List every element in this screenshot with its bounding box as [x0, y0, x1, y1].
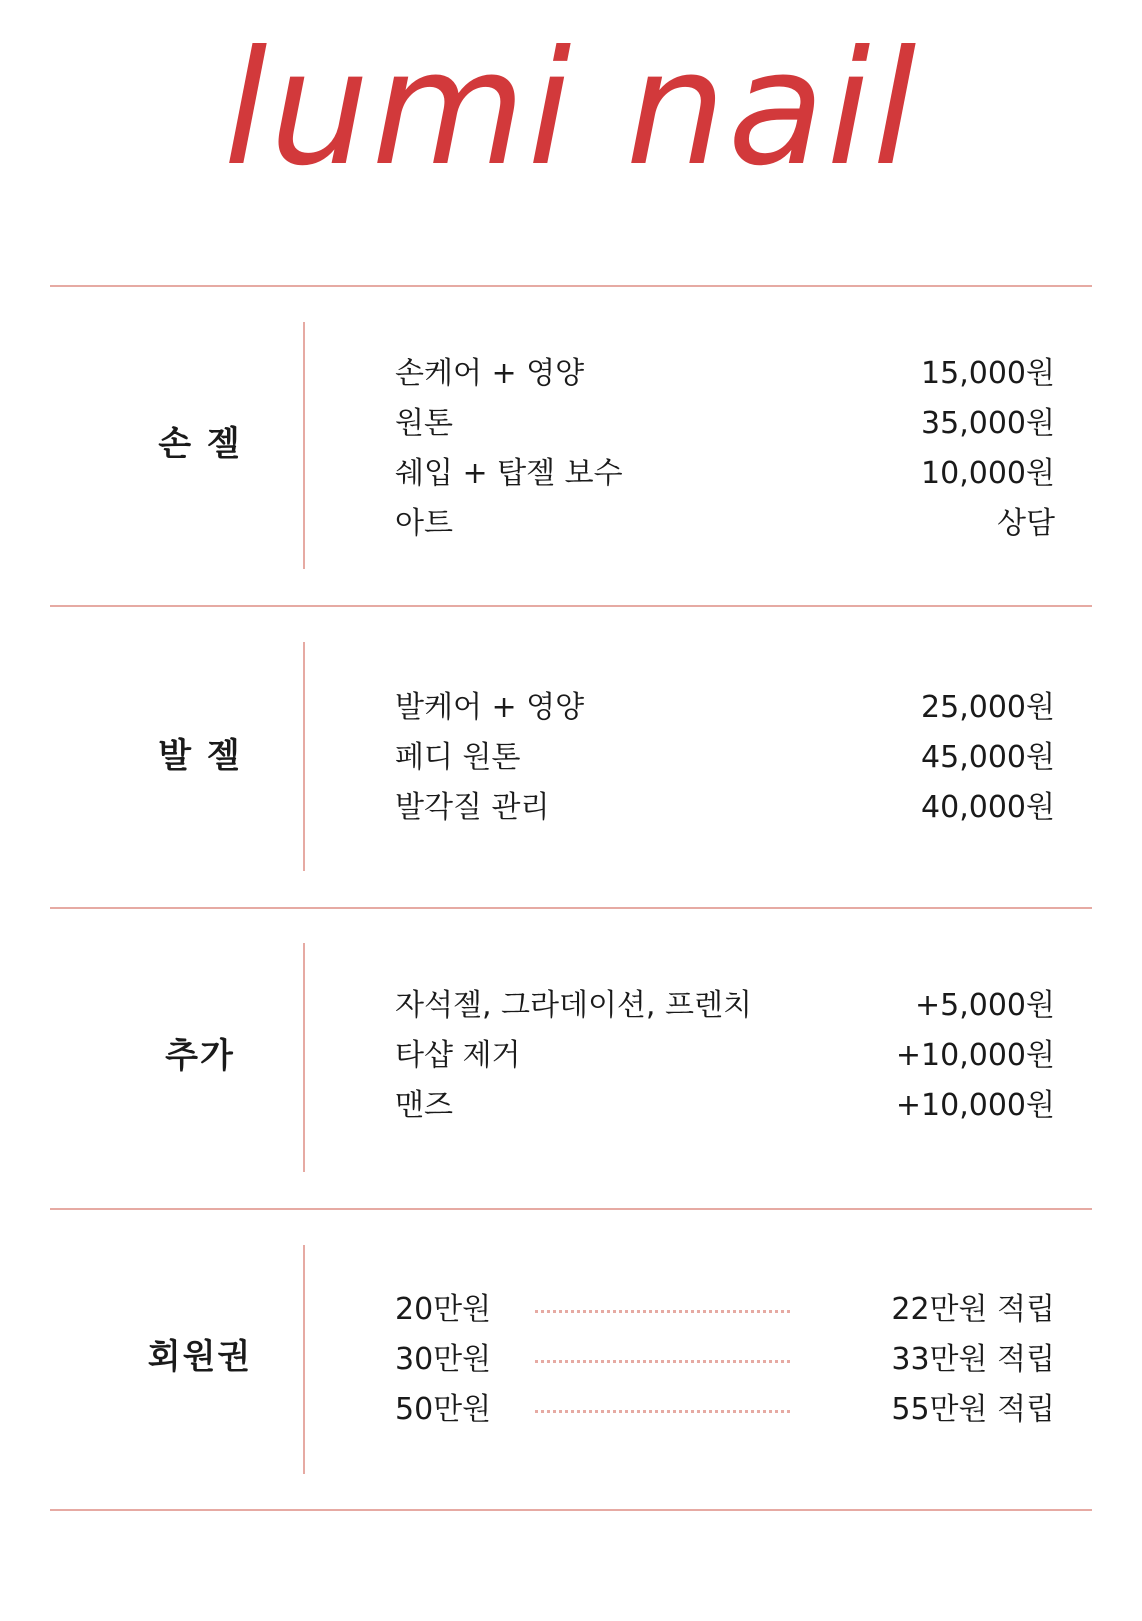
price-row [395, 349, 1055, 399]
membership-amount: 50만원 [395, 1392, 492, 1427]
price-row [395, 1285, 1055, 1335]
divider-bottom [50, 1509, 1092, 1511]
price-row [395, 1385, 1055, 1435]
price-row [395, 399, 1055, 449]
section-vertical-line [303, 1245, 305, 1474]
item-name: 맨즈 [395, 1088, 453, 1123]
price-row [395, 1335, 1055, 1385]
price-row [395, 683, 1055, 733]
membership-amount: 20만원 [395, 1292, 492, 1327]
item-name: 원톤 [395, 406, 453, 441]
dotted-leader [535, 1410, 790, 1413]
item-name: 쉐입 + 탑젤 보수 [395, 456, 623, 491]
item-price: 35,000원 [921, 406, 1055, 441]
price-row [395, 499, 1055, 549]
category-label: 추가 [165, 1036, 235, 1076]
item-price: 45,000원 [921, 740, 1055, 775]
item-price: 10,000원 [921, 456, 1055, 491]
item-price: +5,000원 [914, 988, 1055, 1023]
item-name: 손케어 + 영양 [395, 356, 585, 391]
section-hand-gel [50, 287, 1092, 605]
section-vertical-line [303, 642, 305, 871]
category-label: 손 젤 [158, 424, 242, 464]
item-name: 발각질 관리 [395, 790, 550, 825]
price-list [395, 981, 1055, 1131]
category-label: 회원권 [147, 1337, 253, 1377]
item-name: 페디 원톤 [395, 740, 521, 775]
dotted-leader [535, 1360, 790, 1363]
dotted-leader [535, 1310, 790, 1313]
price-list [395, 1285, 1055, 1435]
item-price: 40,000원 [921, 790, 1055, 825]
price-list [395, 683, 1055, 833]
item-name: 타샵 제거 [395, 1038, 521, 1073]
item-name: 아트 [395, 506, 453, 541]
category-label: 발 젤 [158, 736, 242, 776]
item-price: 상담 [997, 506, 1055, 541]
section-vertical-line [303, 322, 305, 569]
section-membership [50, 1210, 1092, 1509]
item-price: +10,000원 [895, 1038, 1055, 1073]
price-row [395, 733, 1055, 783]
item-name: 발케어 + 영양 [395, 690, 585, 725]
membership-amount: 30만원 [395, 1342, 492, 1377]
item-price: +10,000원 [895, 1088, 1055, 1123]
section-foot-gel [50, 607, 1092, 907]
item-price: 25,000원 [921, 690, 1055, 725]
item-price: 15,000원 [921, 356, 1055, 391]
price-list [395, 349, 1055, 549]
section-extras [50, 909, 1092, 1208]
membership-credit: 33만원 적립 [891, 1342, 1055, 1377]
price-row [395, 1031, 1055, 1081]
price-row [395, 1081, 1055, 1131]
membership-credit: 55만원 적립 [891, 1392, 1055, 1427]
price-row [395, 981, 1055, 1031]
logo: lumi nail [223, 17, 919, 201]
membership-credit: 22만원 적립 [891, 1292, 1055, 1327]
price-row [395, 783, 1055, 833]
price-row [395, 449, 1055, 499]
section-vertical-line [303, 943, 305, 1172]
item-name: 자석젤, 그라데이션, 프렌치 [395, 988, 752, 1023]
